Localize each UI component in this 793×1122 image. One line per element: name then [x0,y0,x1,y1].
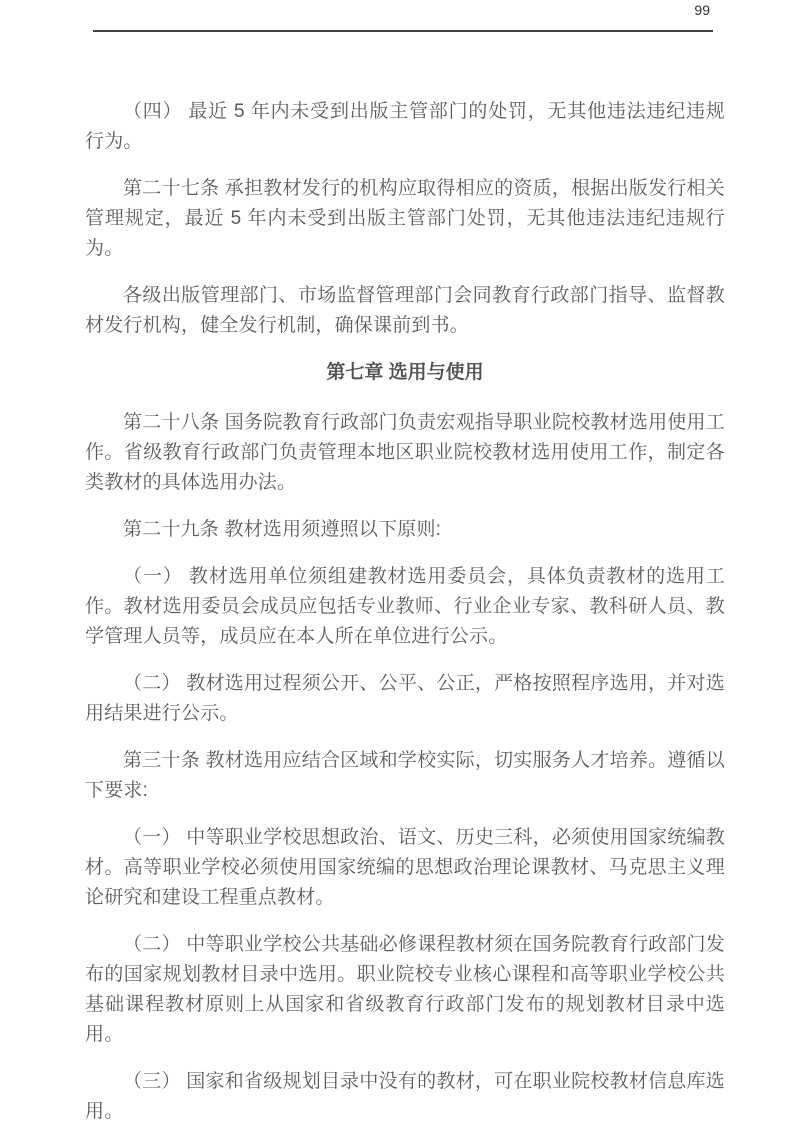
paragraph-distribution-supervision: 各级出版管理部门、市场监督管理部门会同教育行政部门指导、监督教材发行机构，健全发行机制，确保课前到书。 [85,285,725,336]
document-body [85,97,725,1122]
paragraph-requirement-3: （三） 国家和省级规划目录中没有的教材，可在职业院校教材信息库选用。 [85,1071,725,1122]
paragraph-requirement-1: （一） 中等职业学校思想政治、语文、历史三科，必须使用国家统编教材。高等职业学校必须使用国家统编的思想政治理论课教材、马克思主义理论研究和建设工程重点教材。 [85,827,725,908]
page-number: 99 [694,2,710,18]
paragraph-article-30: 第三十条 教材选用应结合区域和学校实际，切实服务人才培养。遵循以下要求: [85,750,725,801]
header-rule [93,30,713,32]
paragraph-article-29: 第二十九条 教材选用须遵照以下原则: [123,519,442,540]
paragraph-article-28: 第二十八条 国务院教育行政部门负责宏观指导职业院校教材选用使用工作。省级教育行政部门负责管理本地区职业院校教材选用使用工作，制定各类教材的具体选用办法。 [85,412,725,493]
page-header [0,0,793,34]
paragraph-article-27: 第二十七条 承担教材发行的机构应取得相应的资质，根据出版发行相关管理规定，最近 5 年内未受到出版主管部门处罚，无其他违法违纪违规行为。 [85,178,725,259]
paragraph-item-4-publisher-penalty: （四） 最近 5 年内未受到出版主管部门的处罚，无其他违法违纪违规行为。 [85,101,725,152]
paragraph-principle-1: （一） 教材选用单位须组建教材选用委员会，具体负责教材的选用工作。教材选用委员会成员应包括专业教师、行业企业专家、教科研人员、教学管理人员等，成员应在本人所在单位进行公示。 [85,566,725,647]
chapter-heading: 第七章 选用与使用 [326,362,484,383]
paragraph-requirement-2: （二） 中等职业学校公共基础必修课程教材须在国务院教育行政部门发布的国家规划教材目录中选用。职业院校专业核心课程和高等职业学校公共基础课程教材原则上从国家和省级教育行政部门发布的规划教材目录中选用。 [85,934,725,1045]
paragraph-principle-2: （二） 教材选用过程须公开、公平、公正，严格按照程序选用，并对选用结果进行公示。 [85,673,725,724]
